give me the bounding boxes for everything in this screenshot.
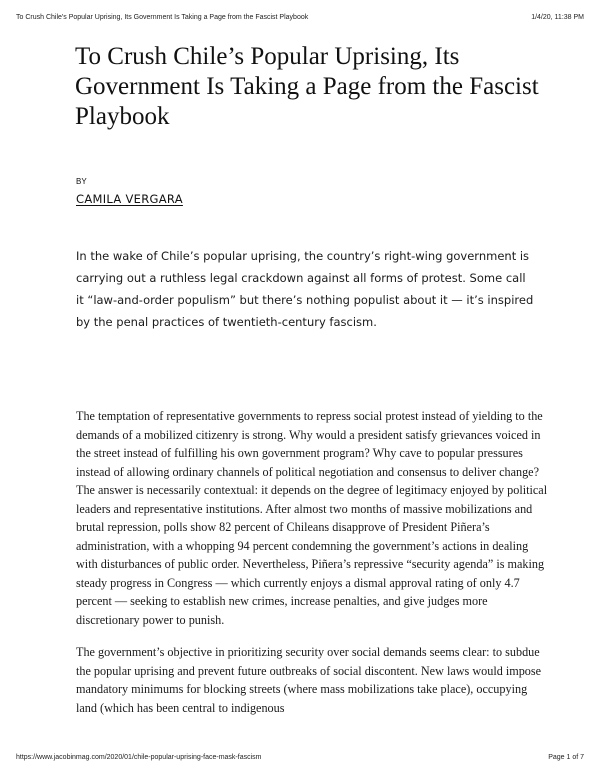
byline-label: BY bbox=[76, 177, 87, 186]
body-paragraph-2: The government’s objective in prioritizing security over social demands seems clear: to subdue the popular uprising and prevent future outbreaks of social discontent. New laws would impose mandatory minimums for blocking streets (where mass mobilizations take place), occupying land (which has been central to indigenous bbox=[76, 645, 542, 715]
print-footer-page: Page 1 of 7 bbox=[548, 754, 584, 761]
print-header-title: To Crush Chile's Popular Uprising, Its Government Is Taking a Page from the Fascist Playbook bbox=[16, 14, 309, 21]
article-lede: In the wake of Chile’s popular uprising, the country’s right-wing government is carrying out a ruthless legal crackdown against all forms of protest. Some call it “law-and-order populism” but there’s nothing populist about it — it’s inspired by the penal practices of twentieth-century fascism. bbox=[76, 249, 534, 329]
print-header-datetime: 1/4/20, 11:38 PM bbox=[531, 14, 584, 21]
print-footer-url: https://www.jacobinmag.com/2020/01/chile-popular-uprising-face-mask-fascism bbox=[16, 754, 262, 761]
body-paragraph-1: The temptation of representative governments to repress social protest instead of yielding to the demands of a mobilized citizenry is strong. Why would a president satisfy grievances voiced in the street instead of fulfilling his own government program? Why cave to popular pressures instead of allowing ordinary channels of political negotiation and consensus to deliver change? The answer is necessarily contextual: it depends on the degree of legitimacy enjoyed by political leaders and representative institutions. After almost two months of massive mobilizations and brutal repression, polls show 82 percent of Chileans disapprove of President Piñera’s administration, with a whopping 94 percent condemning the government’s actions in dealing with disturbances of public order. Nevertheless, Piñera’s repressive “security agenda” is making steady progress in Congress — which currently enjoys a dismal approval rating of only 4.7 percent — seeking to establish new crimes, increase penalties, and give judges more discretionary power to punish. bbox=[76, 409, 548, 627]
article-title: To Crush Chile’s Popular Uprising, Its Government Is Taking a Page from the Fascist Playbook bbox=[75, 43, 539, 130]
author-link[interactable]: CAMILA VERGARA bbox=[76, 192, 183, 206]
